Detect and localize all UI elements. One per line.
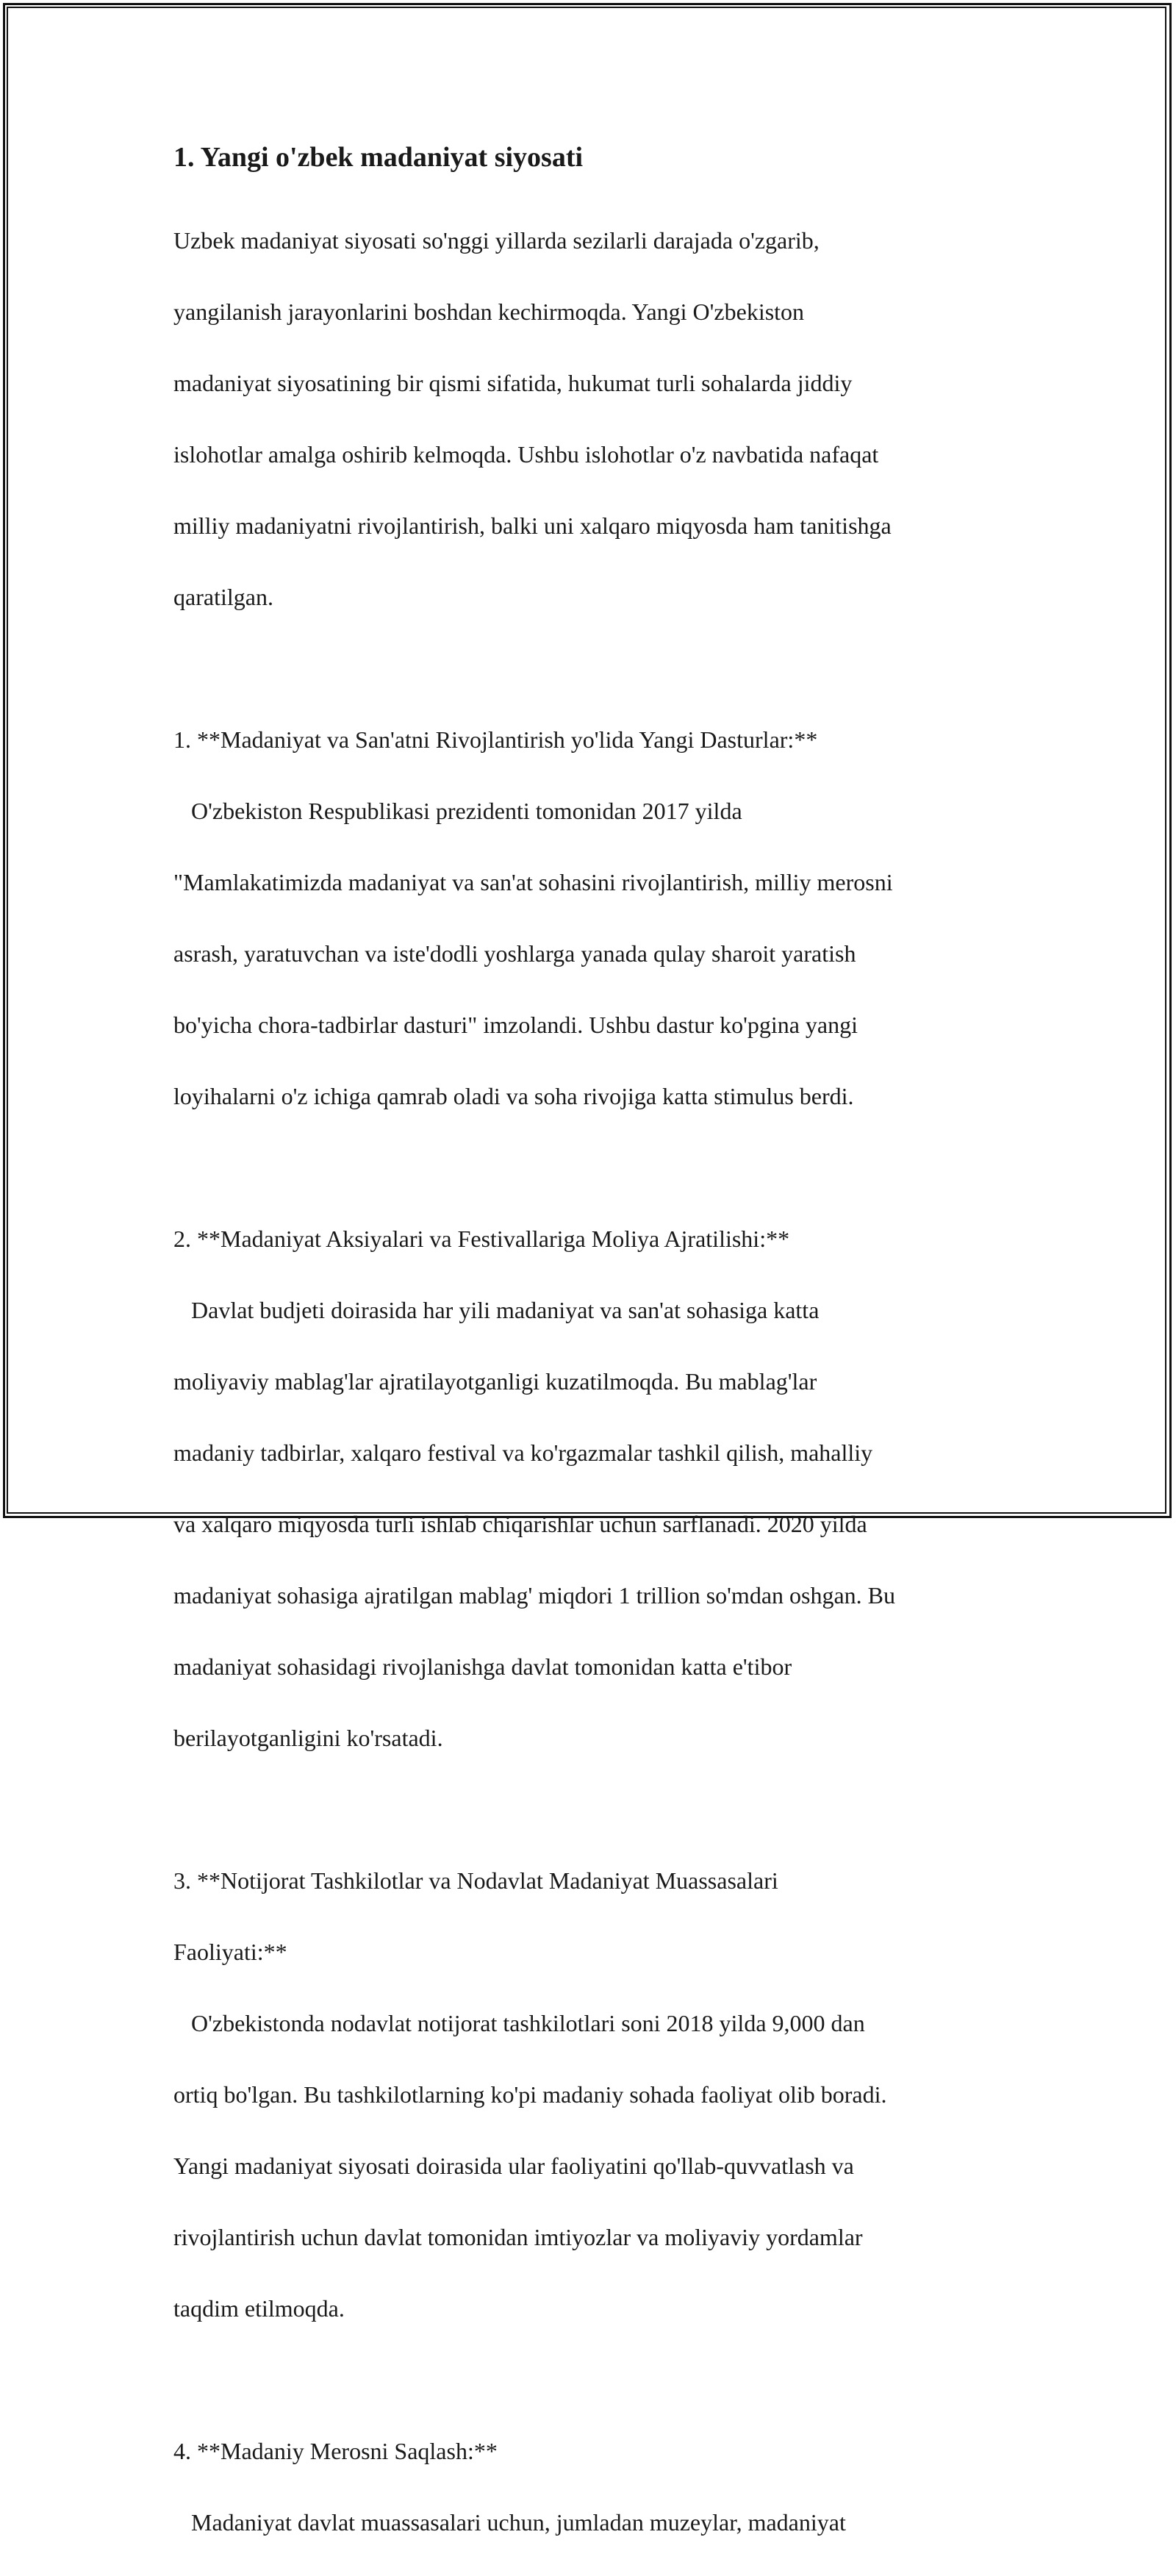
text-line: islohotlar amalga oshirib kelmoqda. Ushbu islohotlar o'z navbatida nafaqat — [173, 440, 879, 468]
text-line: berilayotganligini ko'rsatadi. — [173, 1724, 443, 1751]
text-line: madaniyat siyosatining bir qismi sifatida, hukumat turli sohalarda jiddiy — [173, 369, 853, 396]
text-line: moliyaviy mablag'lar ajratilayotganligi kuzatilmoqda. Bu mablag'lar — [173, 1367, 817, 1395]
text-line: madaniy tadbirlar, xalqaro festival va ko'rgazmalar tashkil qilish, mahalliy — [173, 1439, 873, 1466]
text-line: milliy madaniyatni rivojlantirish, balki uni xalqaro miqyosda ham tanitishga — [173, 512, 892, 539]
text-line: Yangi madaniyat siyosati doirasida ular faoliyatini qo'llab-quvvatlash va — [173, 2152, 854, 2179]
text-line: Madaniyat davlat muassasalari uchun, jumladan muzeylar, madaniyat — [173, 2508, 846, 2536]
text-line: taqdim etilmoqda. — [173, 2294, 345, 2322]
section-3-paragraph — [173, 1827, 1019, 2362]
text-line: asrash, yaratuvchan va iste'dodli yoshlarga yanada qulay sharoit yaratish — [173, 940, 856, 967]
paragraph-gap — [173, 651, 1019, 687]
text-line: Uzbek madaniyat siyosati so'nggi yillarda sezilarli darajada o'zgarib, — [173, 226, 820, 254]
section-4-paragraph — [173, 2397, 1019, 2576]
section-heading: 1. **Madaniyat va San'atni Rivojlantirish yo'lida Yangi Dasturlar:** — [173, 726, 818, 753]
section-1-paragraph — [173, 686, 1019, 1150]
text-line: rivojlantirish uchun davlat tomonidan imtiyozlar va moliyaviy yordamlar — [173, 2223, 863, 2250]
text-line: O'zbekistonda nodavlat notijorat tashkilotlari soni 2018 yilda 9,000 dan — [173, 2009, 865, 2036]
text-line: Davlat budjeti doirasida har yili madaniyat va san'at sohasiga katta — [173, 1296, 820, 1323]
text-line: bo'yicha chora-tadbirlar dasturi" imzolandi. Ushbu dastur ko'pgina yangi — [173, 1011, 858, 1038]
paragraph-gap — [173, 1150, 1019, 1186]
page-title: 1. Yangi o'zbek madaniyat siyosati — [173, 142, 584, 173]
text-line: ortiq bo'lgan. Bu tashkilotlarning ko'pi madaniy sohada faoliyat olib boradi. — [173, 2081, 887, 2108]
document-body — [173, 137, 1019, 2576]
text-line: madaniyat sohasidagi rivojlanishga davlat tomonidan katta e'tibor — [173, 1653, 792, 1680]
text-line: va xalqaro miqyosda turli ishlab chiqarishlar uchun sarflanadi. 2020 yilda — [173, 1510, 867, 1537]
section-heading: 4. **Madaniy Merosni Saqlash:** — [173, 2437, 498, 2464]
paragraph-gap — [173, 1792, 1019, 1828]
text-line: yangilanish jarayonlarini boshdan kechirmoqda. Yangi O'zbekiston — [173, 298, 805, 325]
text-line: madaniyat sohasiga ajratilgan mablag' miqdori 1 trillion so'mdan oshgan. Bu — [173, 1581, 896, 1609]
intro-paragraph — [173, 187, 1019, 651]
text-line: "Mamlakatimizda madaniyat va san'at sohasini rivojlantirish, milliy merosni — [173, 868, 893, 895]
section-2-paragraph — [173, 1185, 1019, 1792]
section-heading: Faoliyati:** — [173, 1938, 287, 1965]
text-line: O'zbekiston Respublikasi prezidenti tomonidan 2017 yilda — [173, 797, 742, 824]
text-line: loyihalarni o'z ichiga qamrab oladi va soha rivojiga katta stimulus berdi. — [173, 1082, 854, 1109]
text-line: qaratilgan. — [173, 583, 273, 610]
paragraph-gap — [173, 2362, 1019, 2398]
section-heading: 3. **Notijorat Tashkilotlar va Nodavlat Madaniyat Muassasalari — [173, 1867, 778, 1894]
section-heading: 2. **Madaniyat Aksiyalari va Festivallariga Moliya Ajratilishi:** — [173, 1225, 790, 1252]
